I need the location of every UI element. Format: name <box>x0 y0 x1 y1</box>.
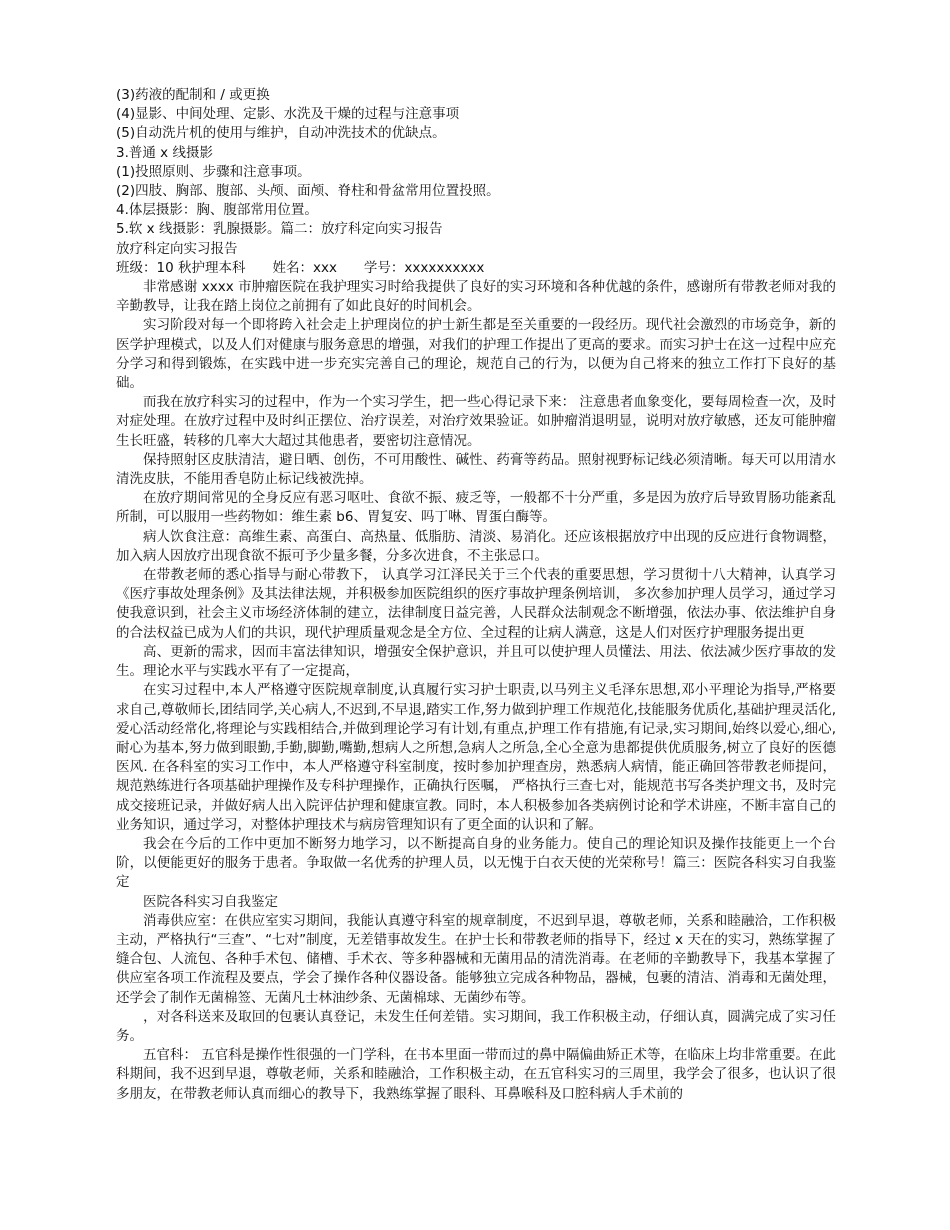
text-line: (1)投照原则、步骤和注意事项。 <box>116 163 311 180</box>
text-line: (3)药液的配制和 / 或更换 <box>116 87 270 103</box>
paragraph: 我会在今后的工作中更加不断努力地学习，以不断提高自身的业务能力。使自己的理论知识及操作技能更上一个台阶，以便能更好的服务于患者。争取做一名优秀的护理人员，以无愧于白衣天使的光荣称号！篇三：医院各科实习自我鉴定 <box>116 835 836 891</box>
paragraph: 病人饮食注意：高维生素、高蛋白、高热量、低脂肪、清淡、易消化。还应该根据放疗中出现的反应进行食物调整，加入病人因放疗出现食欲不振可予少量多餐，分多次进食，不主张忌口。 <box>116 528 836 564</box>
text-line: (5)自动洗片机的使用与维护，自动冲洗技术的优缺点。 <box>116 125 446 142</box>
paragraph: 非常感谢 xxxx 市肿瘤医院在我护理实习时给我提供了良好的实习环境和各种优越的条件，感谢所有带教老师对我的辛勤教导，让我在踏上岗位之前拥有了如此良好的时间机会。 <box>116 279 836 315</box>
paragraph: 实习阶段对每一个即将跨入社会走上护理岗位的护士新生都是至关重要的一段经历。现代社会激烈的市场竞争，新的医学护理模式，以及人们对健康与服务意思的增强，对我们的护理工作提出了更高的要求。而实习护士在这一过程中应充分学习和得到锻炼，在实践中进一步充实完善自己的理论，规范自己的行为，以便为自己将来的独立工作打下良好的基础。 <box>116 317 836 392</box>
paragraph: 在放疗期间常见的全身反应有恶习呕吐、食欲不振、疲乏等，一般都不十分严重，多是因为放疗后导致胃肠功能紊乱所制，可以服用一些药物如：维生素 b6、胃复安、吗丁啉、胃蛋白酶等。 <box>116 490 836 526</box>
paragraph: 在实习过程中,本人严格遵守医院规章制度,认真履行实习护士职责,以马列主义毛泽东思想,邓小平理论为指导,严格要求自己,尊敬师长,团结同学,关心病人,不迟到,不早退,踏实工作,努力做到护理工作规范化,技能服务优质化,基础护理灵活化,爱心活动经常化,将理论与实践相结合,并做到理论学习有计划,有重点,护理工作有措施,有记录,实习期间,始终以爱心,细心,耐心为基本,努力做到眼勤,手勤,脚勤,嘴勤,想病人之所想,急病人之所急,全心全意为患都提供优质服务,树立了良好的医德医风. 在各科室的实习工作中，本人严格遵守科室制度，按时参加护理查房，熟悉病人病情，能正确回答带教老师提问，规范熟练进行各项基础护理操作及专科护理操作，正确执行医嘱， 严格执行三查七对，能规范书写各类护理文书，及时完成交接班记录，并做好病人出入院评估护理和健康宣教。同时，本人积极参加各类病例讨论和学术讲座，不断丰富自己的业务知识，通过学习，对整体护理技术与病房管理知识有了更全面的认识和了解。 <box>116 682 836 833</box>
document-body <box>116 86 836 1104</box>
text-line: (4)显影、中间处理、定影、水洗及干燥的过程与注意事项 <box>116 106 460 123</box>
paragraph: 高、更新的需求，因而丰富法律知识，增强安全保护意识，并且可以使护理人员懂法、用法、依法减少医疗事故的发生。理论水平与实践水平有了一定提高， <box>116 643 836 680</box>
paragraph: ，对各科送来及取回的包裹认真登记，未发生任何差错。实习期间，我工作积极主动，仔细认真，圆满完成了实习任务。 <box>116 1008 836 1044</box>
text-line: (2)四肢、胸部、腹部、头颅、面颅、脊柱和骨盆常用位置投照。 <box>116 183 500 200</box>
paragraph: 保持照射区皮肤清洁，避日晒、创伤，不可用酸性、碱性、药膏等药品。照射视野标记线必须清晰。每天可以用清水清洗皮肤，不能用香皂防止标记线被洗掉。 <box>116 451 836 488</box>
paragraph: 在带教老师的悉心指导与耐心带教下， 认真学习江泽民关于三个代表的重要思想，学习贯彻十八大精神，认真学习《医疗事故处理条例》及其法律法规，并积极参加医院组织的医疗事故护理条例培训， 多次参加护理人员学习，通过学习使我意识到，社会主义市场经济体制的建立，法律制度日益完善，人民群众法制观念不断增强，依法办事、依法维护自身的合法权益已成为人们的共识，现代护理质量观念是全方位、全过程的让病人满意，这是人们对医疗护理服务提出更 <box>116 567 836 641</box>
paragraph: 而我在放疗科实习的过程中，作为一个实习学生，把一些心得记录下来： 注意患者血象变化，要每周检查一次，及时对症处理。在放疗过程中及时纠正摆位、治疗误差，对治疗效果验证。如肿瘤消退明显，说明对放疗敏感，还友可能肿瘤生长旺盛，转移的几率大大超过其他患者，要密切注意情况。 <box>116 394 836 449</box>
report-title: 放疗科定向实习报告 <box>116 240 238 257</box>
section-heading: 医院各科实习自我鉴定 <box>143 893 278 910</box>
text-line: 3.普通 x 线摄影 <box>116 144 213 161</box>
paragraph: 五官科： 五官科是操作性很强的一门学科，在书本里面一带而过的鼻中隔偏曲矫正术等，在临床上均非常重要。在此科期间，我不迟到早退，尊敬老师，关系和睦融洽，工作积极主动，在五官科实习的三周里，我学会了很多，也认识了很多朋友，在带教老师认真而细心的教导下，我熟练掌握了眼科、耳鼻喉科及口腔科病人手术前的 <box>116 1047 836 1102</box>
student-info: 班级：10 秋护理本科 姓名：xxx 学号：xxxxxxxxxx <box>116 259 485 276</box>
text-line: 4.体层摄影：胸、腹部常用位置。 <box>116 202 318 219</box>
text-line: 5.软 x 线摄影：乳腺摄影。篇二：放疗科定向实习报告 <box>116 221 443 238</box>
paragraph: 消毒供应室：在供应室实习期间，我能认真遵守科室的规章制度，不迟到早退，尊敬老师，关系和睦融洽，工作积极主动，严格执行“三查”、“七对”制度，无差错事故发生。在护士长和带教老师的指导下，经过 x 天在的实习，熟练掌握了缝合包、人流包、各种手术包、储槽、手术衣、等多种器械和无菌用品的清洗消毒。在老师的辛勤教导下，我基本掌握了供应室各项工作流程及要点，学会了操作各种仪器设备。能够独立完成各种物品，器械，包裹的清洁、消毒和无菌处理，还学会了制作无菌棉签、无菌凡士林油纱条、无菌棉球、无菌纱布等。 <box>116 912 836 1006</box>
